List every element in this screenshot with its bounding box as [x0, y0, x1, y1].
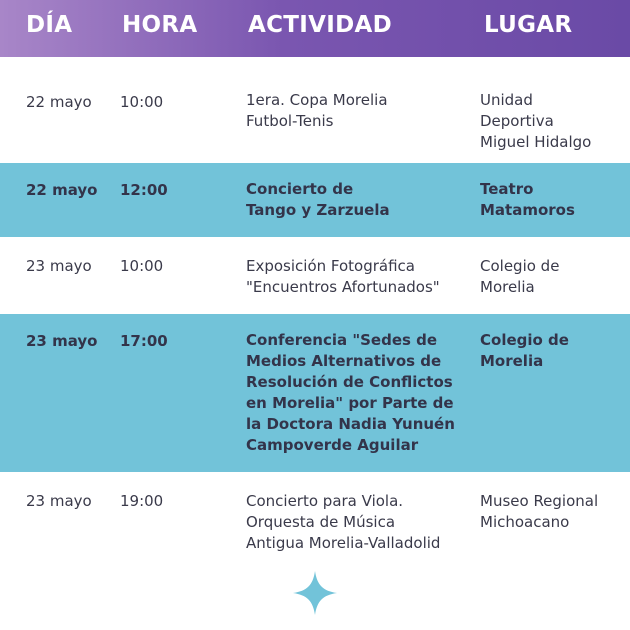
star-sparkle-icon — [293, 571, 337, 615]
table-row — [0, 163, 630, 237]
cell-actividad: Concierto para Viola. Orquesta de Música Antigua Morelia-Valladolid — [246, 492, 441, 552]
cell-lugar: Teatro Matamoros — [480, 180, 575, 219]
cell-actividad: 1era. Copa Morelia Futbol-Tenis — [246, 91, 388, 130]
cell-dia: 23 mayo — [26, 257, 92, 275]
cell-lugar: Unidad Deportiva Miguel Hidalgo — [480, 91, 592, 151]
table-header — [0, 0, 630, 57]
cell-hora: 12:00 — [120, 181, 168, 199]
cell-hora: 19:00 — [120, 492, 164, 510]
cell-actividad: Exposición Fotográfica "Encuentros Afortunados" — [246, 257, 440, 296]
header-hora: HORA — [122, 12, 198, 38]
cell-dia: 22 mayo — [26, 93, 92, 111]
cell-hora: 10:00 — [120, 257, 164, 275]
cell-lugar: Colegio de Morelia — [480, 257, 560, 296]
table-row — [0, 237, 630, 314]
cell-hora: 10:00 — [120, 93, 164, 111]
cell-dia: 23 mayo — [26, 492, 92, 510]
cell-dia: 23 mayo — [26, 332, 98, 350]
cell-dia: 22 mayo — [26, 181, 98, 199]
table-row — [0, 314, 630, 472]
cell-hora: 17:00 — [120, 332, 168, 350]
table-row — [0, 472, 630, 570]
header-actividad: ACTIVIDAD — [248, 12, 392, 38]
header-lugar: LUGAR — [484, 12, 573, 38]
cell-actividad: Concierto de Tango y Zarzuela — [246, 180, 390, 219]
header-dia: DÍA — [26, 12, 73, 38]
cell-lugar: Museo Regional Michoacano — [480, 492, 599, 531]
cell-actividad: Conferencia "Sedes de Medios Alternativos de Resolución de Conflictos en Morelia" por Parte de la Doctora Nadia Yunuén Campoverde Aguilar — [246, 331, 455, 454]
table-row — [0, 57, 630, 163]
cell-lugar: Colegio de Morelia — [480, 331, 569, 370]
